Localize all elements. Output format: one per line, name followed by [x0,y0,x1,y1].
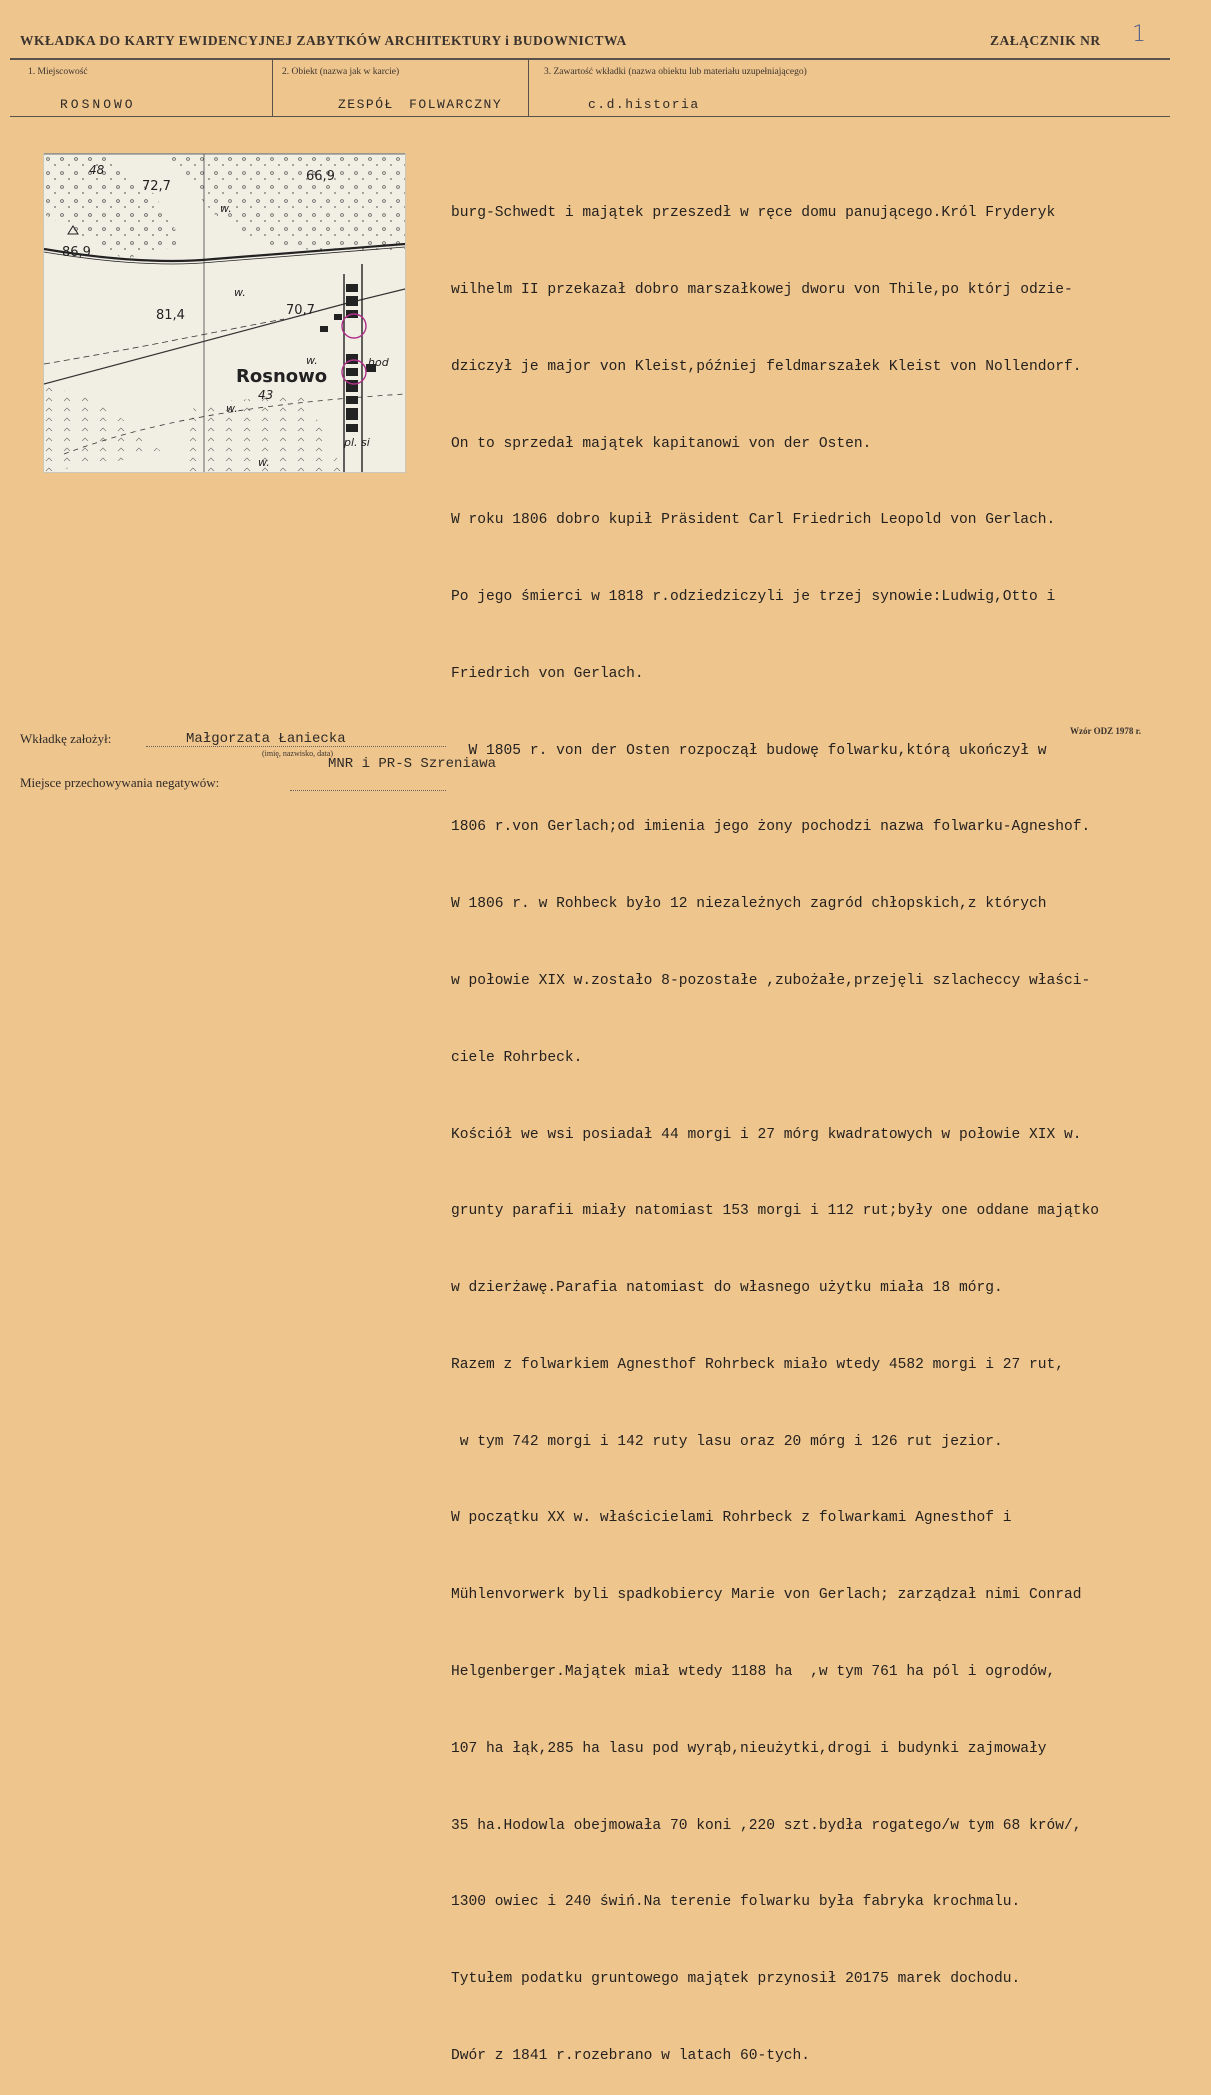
content-label: 3. Zawartość wkładki (nazwa obiektu lub materiału uzupełniającego) [544,67,807,77]
map-w-5: w. [258,456,270,469]
text-line: w dzierżawę.Parafia natomiast do własnego użytku miała 18 mórg. [451,1280,1003,1297]
text-line: W 1805 r. von der Osten rozpoczął budowę folwarku,którą ukończył w [451,742,1047,759]
text-line: Razem z folwarkiem Agnesthof Rohrbeck miało wtedy 4582 morgi i 27 rut, [451,1356,1065,1373]
map-plsi: pl. si [344,436,370,449]
map-drawing [44,154,405,472]
map-hod: hod [368,356,389,369]
text-line: 1300 owiec i 240 świń.Na terenie folwarku była fabryka krochmalu. [451,1894,1021,1911]
text-line: Kościół we wsi posiadał 44 morgi i 27 mórg kwadratowych w połowie XIX w. [451,1126,1082,1143]
text-line: ciele Rohrbeck. [451,1049,583,1066]
text-line: w połowie XIX w.zostało 8-pozostałe ,zubożałe,przejęli szlacheccy właści- [451,973,1091,989]
text-line: W 1806 r. w Rohbeck było 12 niezależnych zagród chłopskich,z których [451,896,1047,913]
author-hint: (imię, nazwisko, data) [262,749,334,758]
map-town-name: Rosnowo [236,366,328,387]
text-line: W roku 1806 dobro kupił Präsident Carl Friedrich Leopold von Gerlach. [451,512,1056,529]
map-w-3: w. [306,354,318,367]
text-line: Friedrich von Gerlach. [451,665,644,682]
content-value: c.d.historia [588,97,700,112]
form-code: Wzór ODZ 1978 r. [1070,726,1141,736]
fields-rule [10,116,1170,117]
map-elev-72: 72,7 [142,179,171,194]
text-line: wilhelm II przekazał dobro marszałkowej dworu von Thile,po którj odzie- [451,281,1073,298]
author-label: Wkładkę założył: [20,731,112,746]
map-w-4: w. [226,402,238,415]
map-elev-86: 86,9 [62,245,91,260]
map-w-2: w. [234,286,246,299]
text-line: Mühlenvorwerk byli spadkobiercy Marie von Gerlach; zarządzał nimi Conrad [451,1587,1082,1604]
negatives-value: MNR i PR-S Szreniawa [328,756,497,772]
map-elev-70: 70,7 [286,303,315,318]
text-line: burg-Schwedt i majątek przeszedł w ręce domu panującego.Król Fryderyk [451,205,1056,222]
text-line: Helgenberger.Majątek miał wtedy 1188 ha ,w tym 761 ha pól i ogrodów, [451,1664,1056,1681]
form-title: WKŁADKA DO KARTY EWIDENCYJNEJ ZABYTKÓW ARCHITEKTURY i BUDOWNICTWA [20,33,627,48]
locality-value: ROSNOWO [60,97,136,112]
object-label: 2. Obiekt (nazwa jak w karcie) [282,67,400,77]
text-line: dziczył je major von Kleist,później feldmarszałek Kleist von Nollendorf. [451,358,1082,375]
text-line: w tym 742 morgi i 142 ruty lasu oraz 20 mórg i 126 rut jezior. [451,1433,1003,1450]
text-line: Dwór z 1841 r.rozebrano w latach 60-tych. [451,2047,811,2064]
negatives-label: Miejsce przechowywania negatywów: [20,775,220,790]
annex-number: 1 [1132,22,1146,47]
object-value: ZESPÓŁ FOLWARCZNY [338,97,503,112]
map-elev-43: 43 [258,388,274,402]
map-elev-66: 66,9 [306,169,335,184]
text-line: grunty parafii miały natomiast 153 morgi i 112 rut;były one oddane majątko [451,1203,1100,1220]
annex-label: ZAŁĄCZNIK NR [990,33,1101,48]
map-elev-81: 81,4 [156,308,185,323]
text-line: 107 ha łąk,285 ha lasu pod wyrąb,nieużytki,drogi i budynki zajmowały [451,1740,1047,1757]
header-rule [10,58,1170,60]
text-line: 1806 r.von Gerlach;od imienia jego żony pochodzi nazwa folwarku-Agneshof. [451,819,1091,836]
location-map [43,153,406,473]
field-divider-2 [528,60,529,117]
history-text [451,150,1211,2095]
negatives-dotted-line [290,790,446,791]
text-line: 35 ha.Hodowla obejmowała 70 koni ,220 szt.bydła rogatego/w tym 68 krów/, [451,1817,1082,1834]
author-value: Małgorzata Łaniecka [186,731,346,747]
map-elev-48: 48 [89,163,105,177]
map-w-1: w. [220,202,232,215]
locality-label: 1. Miejscowość [28,67,88,77]
field-divider-1 [272,60,273,117]
text-line: Tytułem podatku gruntowego majątek przynosił 20175 marek dochodu. [451,1971,1021,1988]
text-line: On to sprzedał majątek kapitanowi von der Osten. [451,435,872,452]
text-line: W początku XX w. właścicielami Rohrbeck z folwarkami Agnesthof i [451,1510,1012,1527]
text-line: Po jego śmierci w 1818 r.odziedziczyli je trzej synowie:Ludwig,Otto i [451,589,1056,606]
